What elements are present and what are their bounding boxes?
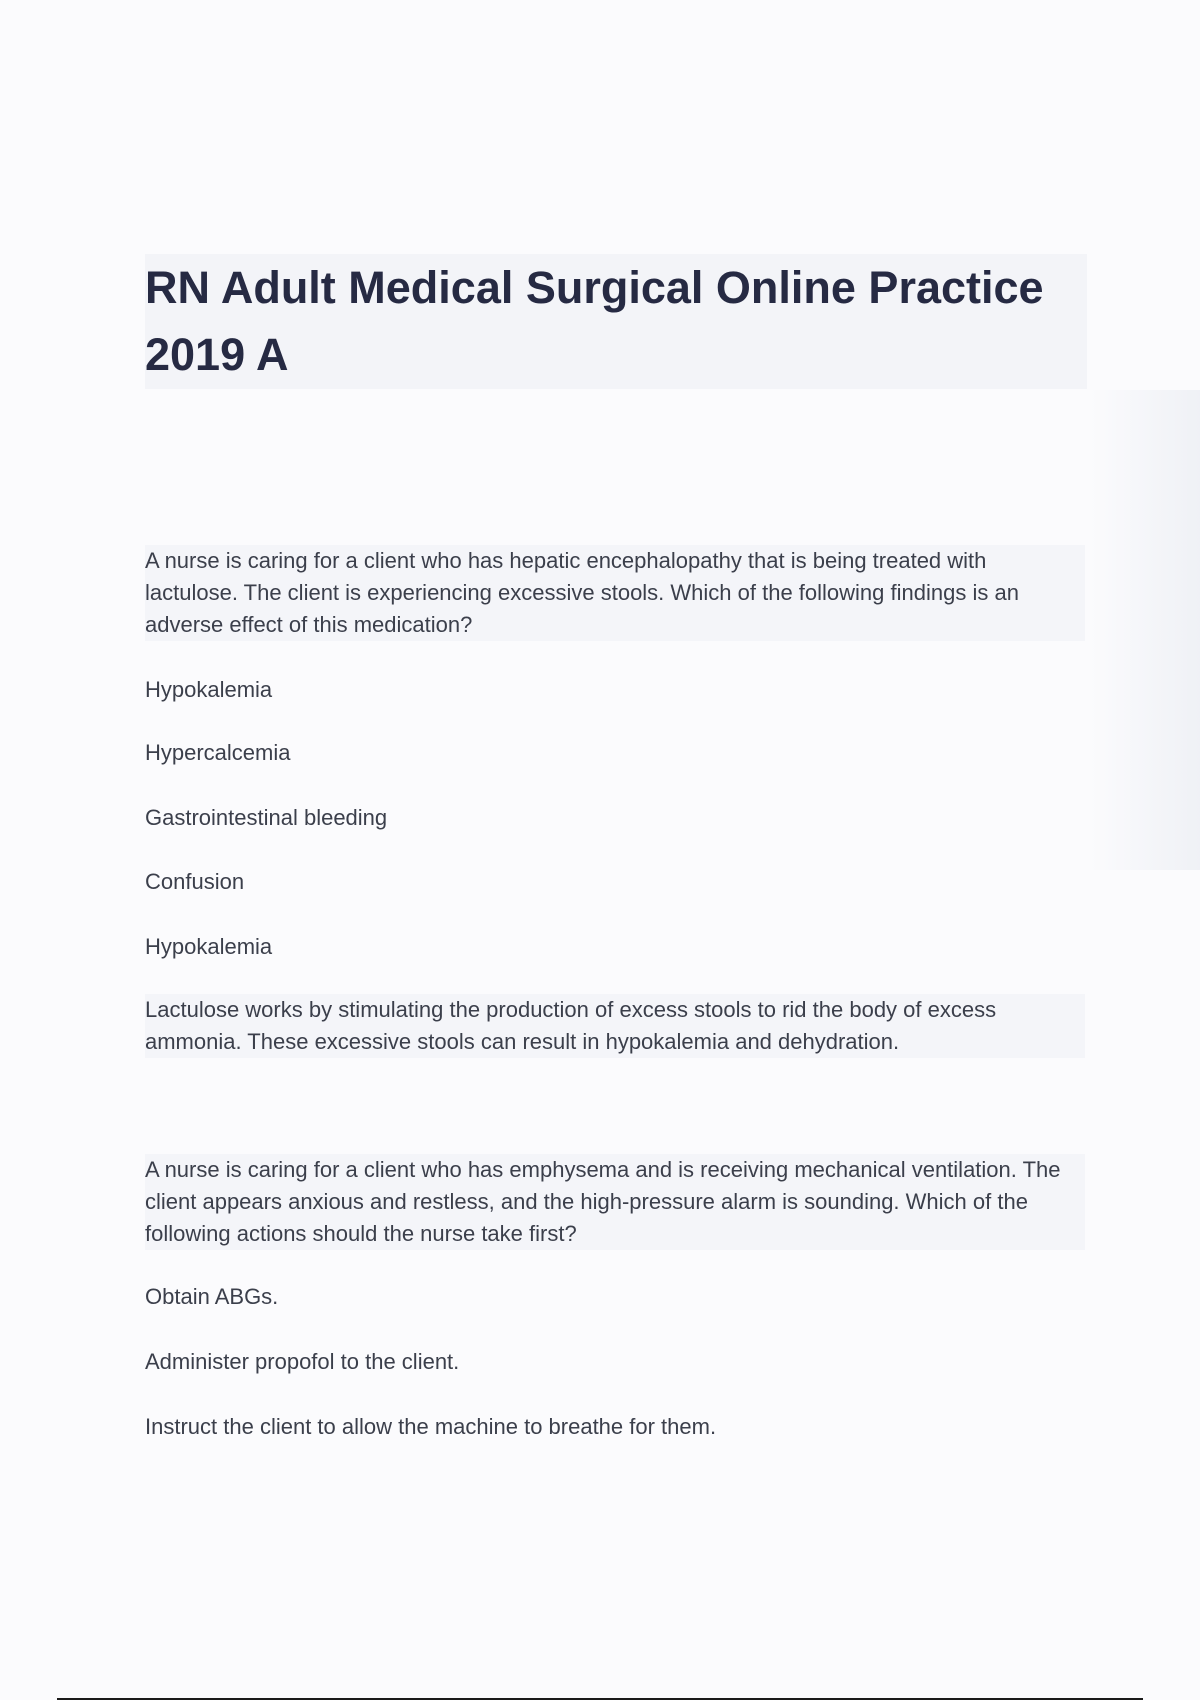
- question-text: A nurse is caring for a client who has hepatic encephalopathy that is being treated with lactulose. The client is experiencing excessive stools. Which of the following findings is an adverse effect of this medication?: [145, 545, 1085, 641]
- question-block: [145, 545, 1085, 641]
- page-title: RN Adult Medical Surgical Online Practice 2019 A: [145, 254, 1087, 389]
- answer-option-label: Gastrointestinal bleeding: [145, 805, 388, 830]
- rationale-text: Lactulose works by stimulating the production of excess stools to rid the body of excess ammonia. These excessive stools can result in hypokalemia and dehydration.: [145, 994, 1085, 1058]
- answer-option: [145, 1346, 1085, 1378]
- answer-option-label: Hypercalcemia: [145, 740, 291, 765]
- answer-option: [145, 1281, 1085, 1313]
- answer-option-label: Instruct the client to allow the machine to breathe for them.: [145, 1414, 717, 1439]
- answer-option-label: Obtain ABGs.: [145, 1284, 279, 1309]
- correct-answer: [145, 931, 1085, 963]
- answer-option: [145, 737, 1085, 769]
- answer-option: [145, 1411, 1085, 1443]
- rationale: [145, 994, 1085, 1058]
- question-text: A nurse is caring for a client who has emphysema and is receiving mechanical ventilation. The client appears anxious and restless, and the high-pressure alarm is sounding. Which of the following actions should the nurse take first?: [145, 1154, 1085, 1250]
- question-block: [145, 1154, 1085, 1250]
- correct-answer-label: Hypokalemia: [145, 934, 273, 959]
- answer-option-label: Administer propofol to the client.: [145, 1349, 460, 1374]
- page-shade: [1090, 390, 1200, 870]
- answer-option-label: Confusion: [145, 869, 245, 894]
- answer-option: [145, 674, 1085, 706]
- answer-option: [145, 866, 1085, 898]
- answer-option-label: Hypokalemia: [145, 677, 273, 702]
- answer-option: [145, 802, 1085, 834]
